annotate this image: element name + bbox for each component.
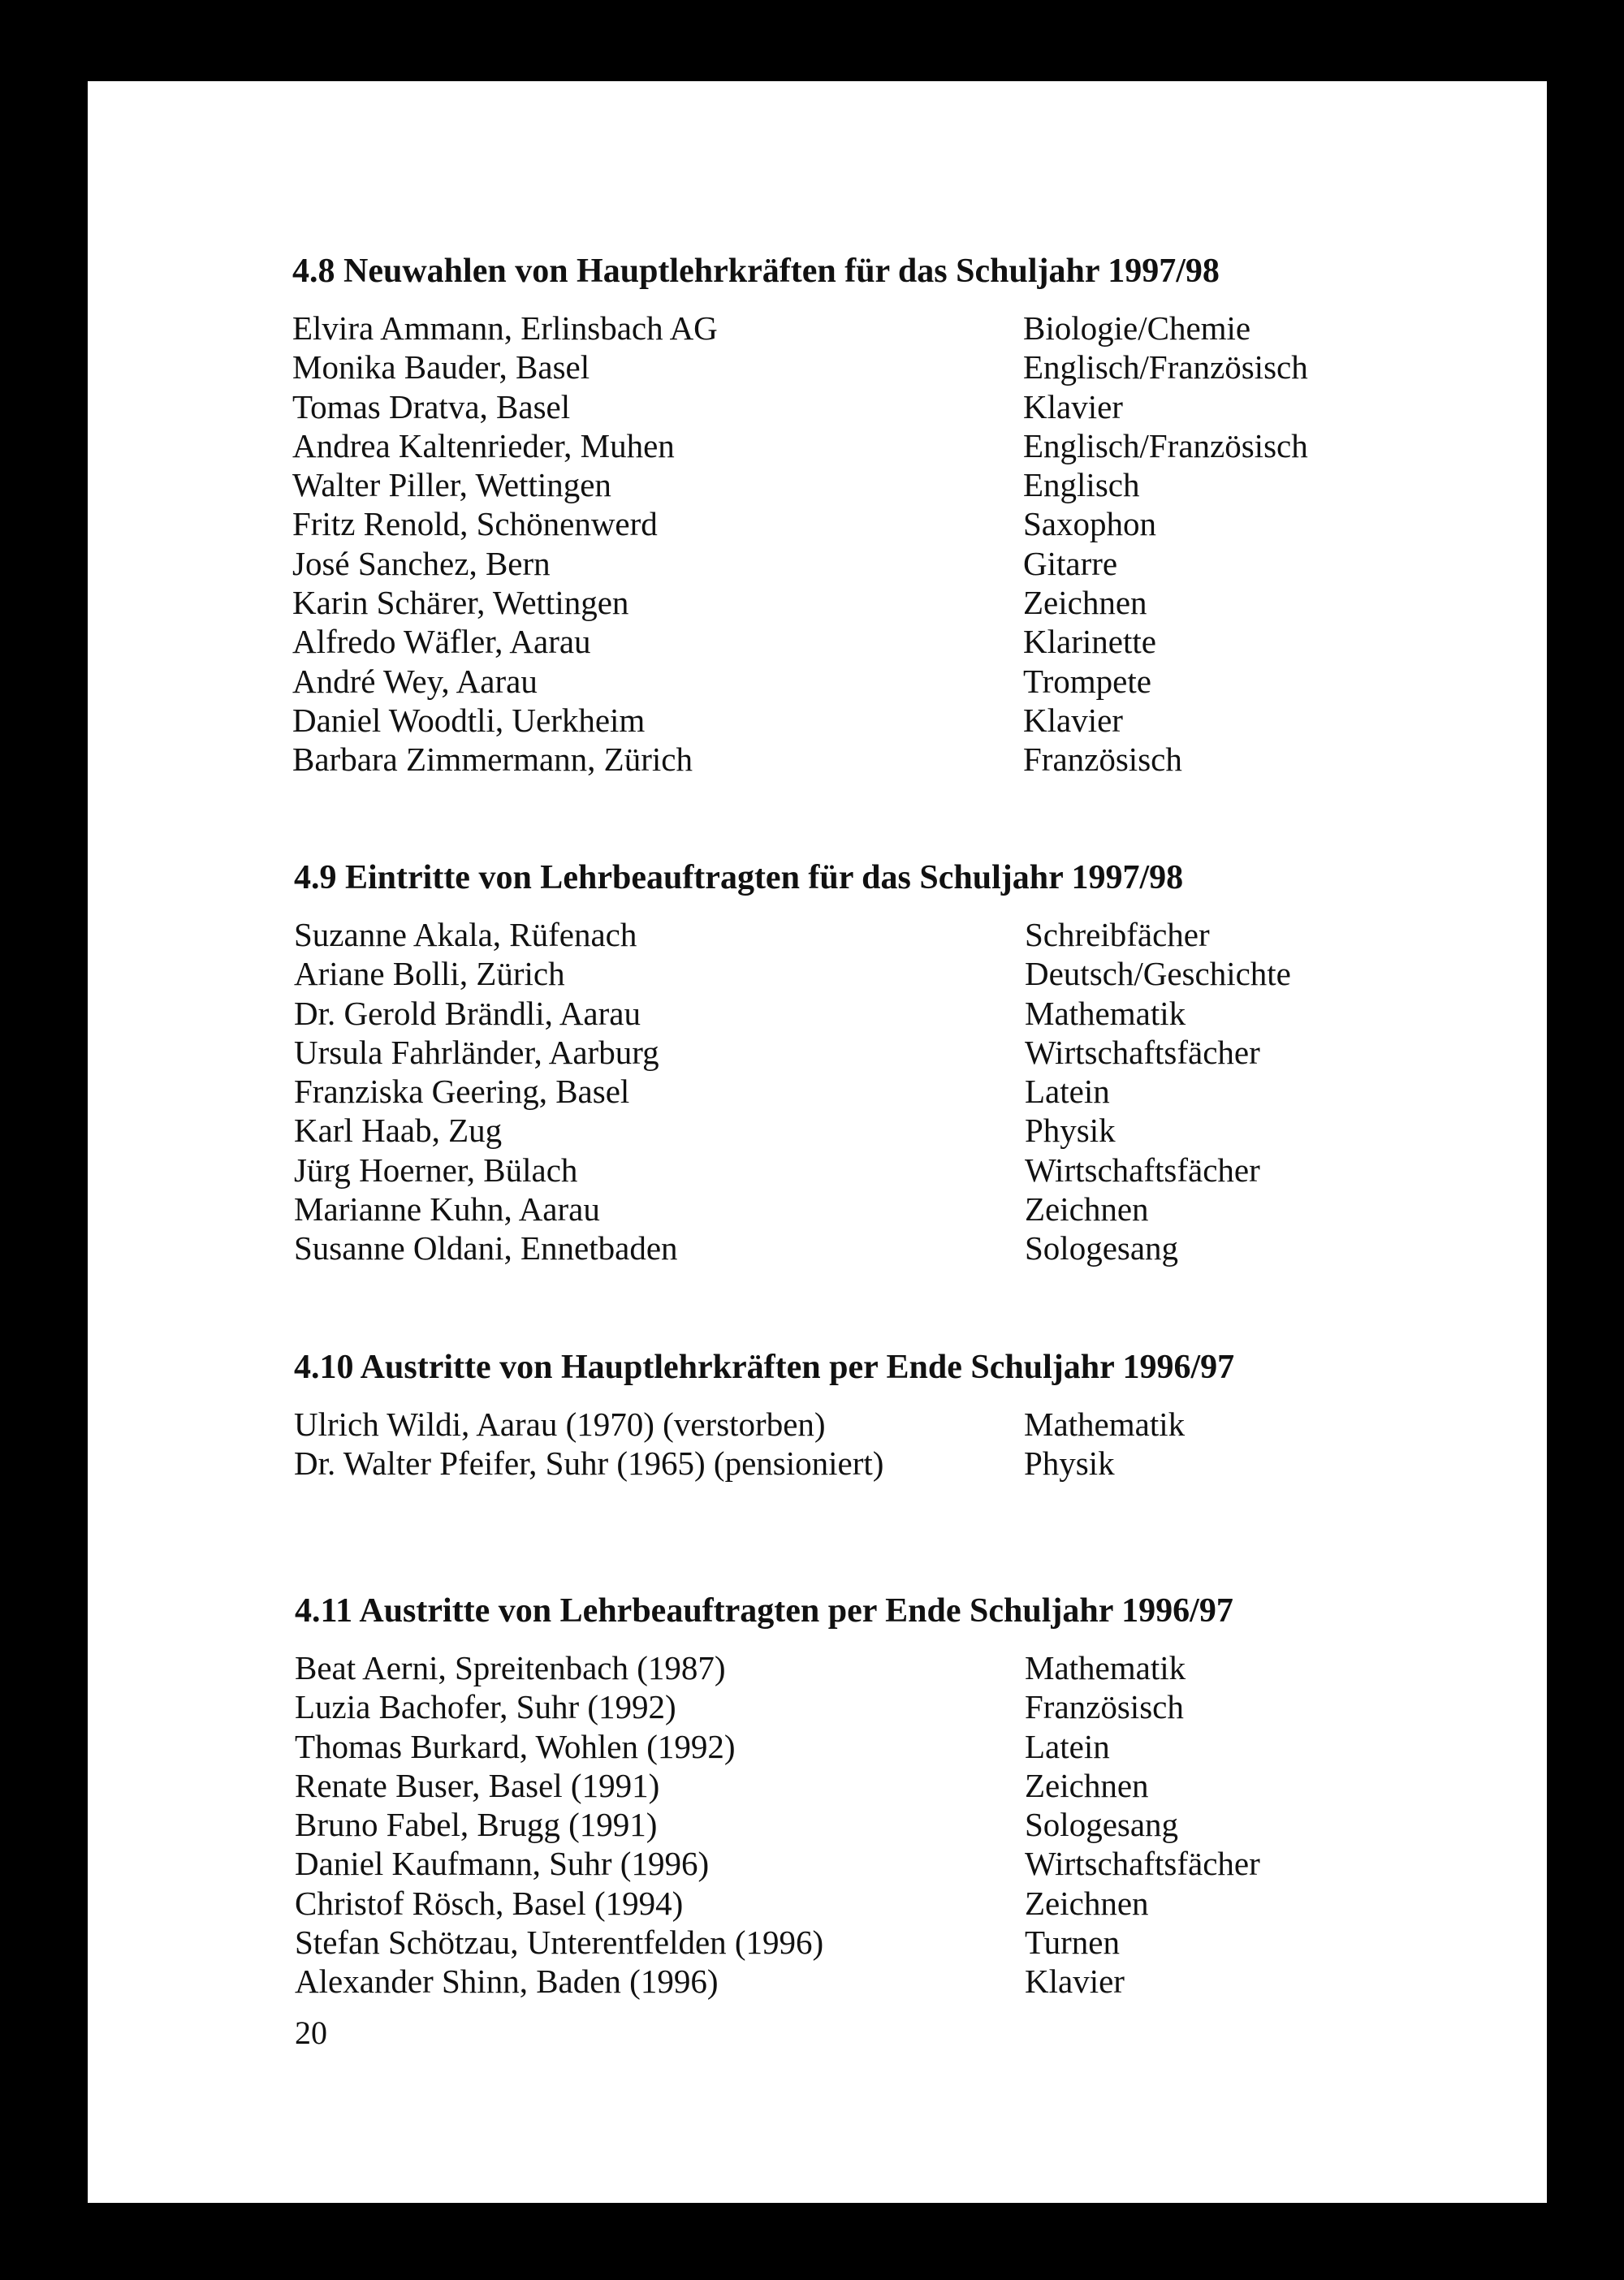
person-name: Ursula Fahrländer, Aarburg xyxy=(294,1033,659,1071)
list-item xyxy=(295,1648,1432,1687)
list-item xyxy=(294,1072,1431,1111)
person-name: Christof Rösch, Basel (1994) xyxy=(295,1884,684,1922)
list-item xyxy=(292,387,1429,426)
person-name: Monika Bauder, Basel xyxy=(292,348,590,386)
list-item xyxy=(295,1766,1432,1805)
subject: Biologie/Chemie xyxy=(1023,309,1251,347)
subject: Französisch xyxy=(1023,741,1182,779)
list-item xyxy=(295,1923,1432,1962)
person-name: Renate Buser, Basel (1991) xyxy=(295,1766,660,1804)
person-name: Beat Aerni, Spreitenbach (1987) xyxy=(295,1649,726,1686)
subject: Deutsch/Geschichte xyxy=(1025,955,1291,993)
section-heading: 4.9 Eintritte von Lehrbeauftragten für das Schuljahr 1997/98 xyxy=(294,859,1184,896)
subject: Sologesang xyxy=(1025,1806,1179,1844)
list-item xyxy=(294,1033,1431,1072)
subject: Mathematik xyxy=(1025,994,1186,1032)
subject: Mathematik xyxy=(1024,1406,1186,1443)
person-name: Jürg Hoerner, Bülach xyxy=(294,1151,578,1189)
person-name: Barbara Zimmermann, Zürich xyxy=(292,741,693,779)
list-item xyxy=(294,915,1431,954)
person-name: Marianne Kuhn, Aarau xyxy=(294,1190,600,1229)
subject: Französisch xyxy=(1025,1688,1184,1726)
list-item xyxy=(295,1962,1432,2001)
person-name: Dr. Gerold Brändli, Aarau xyxy=(294,994,641,1032)
subject: Physik xyxy=(1025,1112,1116,1150)
subject: Zeichnen xyxy=(1025,1190,1149,1229)
person-name: Tomas Dratva, Basel xyxy=(292,387,571,425)
subject: Schreibfächer xyxy=(1025,916,1210,953)
person-name: Daniel Kaufmann, Suhr (1996) xyxy=(295,1845,710,1883)
list-item xyxy=(292,662,1429,701)
section-new-lecturers xyxy=(294,858,1431,1268)
section-departing-head-teachers xyxy=(294,1348,1431,1483)
list-item xyxy=(294,994,1431,1033)
subject: Englisch/Französisch xyxy=(1023,348,1308,386)
person-name: Elvira Ammann, Erlinsbach AG xyxy=(292,309,718,347)
list-item xyxy=(294,1405,1431,1444)
person-name: Bruno Fabel, Brugg (1991) xyxy=(295,1806,658,1844)
list-item xyxy=(294,1151,1431,1190)
person-name: Karin Schärer, Wettingen xyxy=(292,584,629,622)
person-name: Ariane Bolli, Zürich xyxy=(294,955,565,993)
subject: Zeichnen xyxy=(1023,584,1147,622)
list-item xyxy=(292,583,1429,622)
list-item xyxy=(292,465,1429,504)
person-name: Alfredo Wäfler, Aarau xyxy=(292,623,591,661)
list-item xyxy=(292,740,1429,779)
subject: Zeichnen xyxy=(1025,1884,1149,1922)
person-name: Stefan Schötzau, Unterentfelden (1996) xyxy=(295,1924,824,1962)
list-item xyxy=(295,1805,1432,1844)
staff-list xyxy=(292,309,1429,779)
person-name: Franziska Geering, Basel xyxy=(294,1073,630,1111)
subject: Klavier xyxy=(1025,1963,1125,2001)
subject: Gitarre xyxy=(1023,544,1118,582)
list-item xyxy=(294,1444,1431,1483)
subject: Sologesang xyxy=(1025,1229,1179,1267)
person-name: José Sanchez, Bern xyxy=(292,544,551,582)
subject: Physik xyxy=(1024,1444,1115,1483)
list-item xyxy=(294,1229,1431,1267)
list-item xyxy=(292,426,1429,465)
person-name: Daniel Woodtli, Uerkheim xyxy=(292,701,646,739)
subject: Wirtschaftsfächer xyxy=(1025,1033,1260,1071)
section-heading: 4.10 Austritte von Hauptlehrkräften per Ende Schuljahr 1996/97 xyxy=(294,1349,1235,1386)
staff-list xyxy=(295,1648,1432,2001)
staff-list xyxy=(294,915,1431,1268)
subject: Zeichnen xyxy=(1025,1766,1149,1804)
page-number: 20 xyxy=(295,2014,327,2051)
person-name: Ulrich Wildi, Aarau (1970) (verstorben) xyxy=(294,1406,826,1443)
subject: Saxophon xyxy=(1023,505,1156,543)
section-new-head-teachers xyxy=(292,252,1429,779)
list-item xyxy=(292,309,1429,348)
subject: Latein xyxy=(1025,1727,1110,1765)
list-item xyxy=(292,622,1429,661)
subject: Englisch xyxy=(1023,466,1140,504)
person-name: Thomas Burkard, Wohlen (1992) xyxy=(295,1727,736,1765)
person-name: Fritz Renold, Schönenwerd xyxy=(292,505,658,543)
list-item xyxy=(292,504,1429,543)
subject: Wirtschaftsfächer xyxy=(1025,1845,1260,1883)
list-item xyxy=(292,544,1429,583)
subject: Mathematik xyxy=(1025,1649,1186,1686)
list-item xyxy=(295,1844,1432,1883)
person-name: Luzia Bachofer, Suhr (1992) xyxy=(295,1688,676,1726)
list-item xyxy=(295,1884,1432,1923)
subject: Turnen xyxy=(1025,1924,1120,1962)
section-heading: 4.11 Austritte von Lehrbeauftragten per Ende Schuljahr 1996/97 xyxy=(295,1592,1233,1630)
subject: Englisch/Französisch xyxy=(1023,426,1308,464)
list-item xyxy=(292,701,1429,740)
staff-list xyxy=(294,1405,1431,1483)
person-name: Susanne Oldani, Ennetbaden xyxy=(294,1229,678,1267)
person-name: Alexander Shinn, Baden (1996) xyxy=(295,1963,719,2001)
list-item xyxy=(292,348,1429,386)
document-page xyxy=(88,81,1547,2203)
subject: Latein xyxy=(1025,1073,1110,1111)
person-name: André Wey, Aarau xyxy=(292,662,538,700)
person-name: Walter Piller, Wettingen xyxy=(292,466,611,504)
list-item xyxy=(295,1727,1432,1766)
person-name: Dr. Walter Pfeifer, Suhr (1965) (pensioniert) xyxy=(294,1444,884,1483)
list-item xyxy=(294,954,1431,993)
section-departing-lecturers xyxy=(295,1591,1432,2001)
person-name: Suzanne Akala, Rüfenach xyxy=(294,916,637,953)
person-name: Karl Haab, Zug xyxy=(294,1112,503,1150)
subject: Trompete xyxy=(1023,662,1151,700)
list-item xyxy=(294,1111,1431,1150)
subject: Klavier xyxy=(1023,387,1123,425)
list-item xyxy=(295,1687,1432,1726)
subject: Klavier xyxy=(1023,701,1123,739)
person-name: Andrea Kaltenrieder, Muhen xyxy=(292,426,675,464)
list-item xyxy=(294,1190,1431,1229)
subject: Klarinette xyxy=(1023,623,1156,661)
subject: Wirtschaftsfächer xyxy=(1025,1151,1260,1189)
section-heading: 4.8 Neuwahlen von Hauptlehrkräften für das Schuljahr 1997/98 xyxy=(292,253,1220,290)
